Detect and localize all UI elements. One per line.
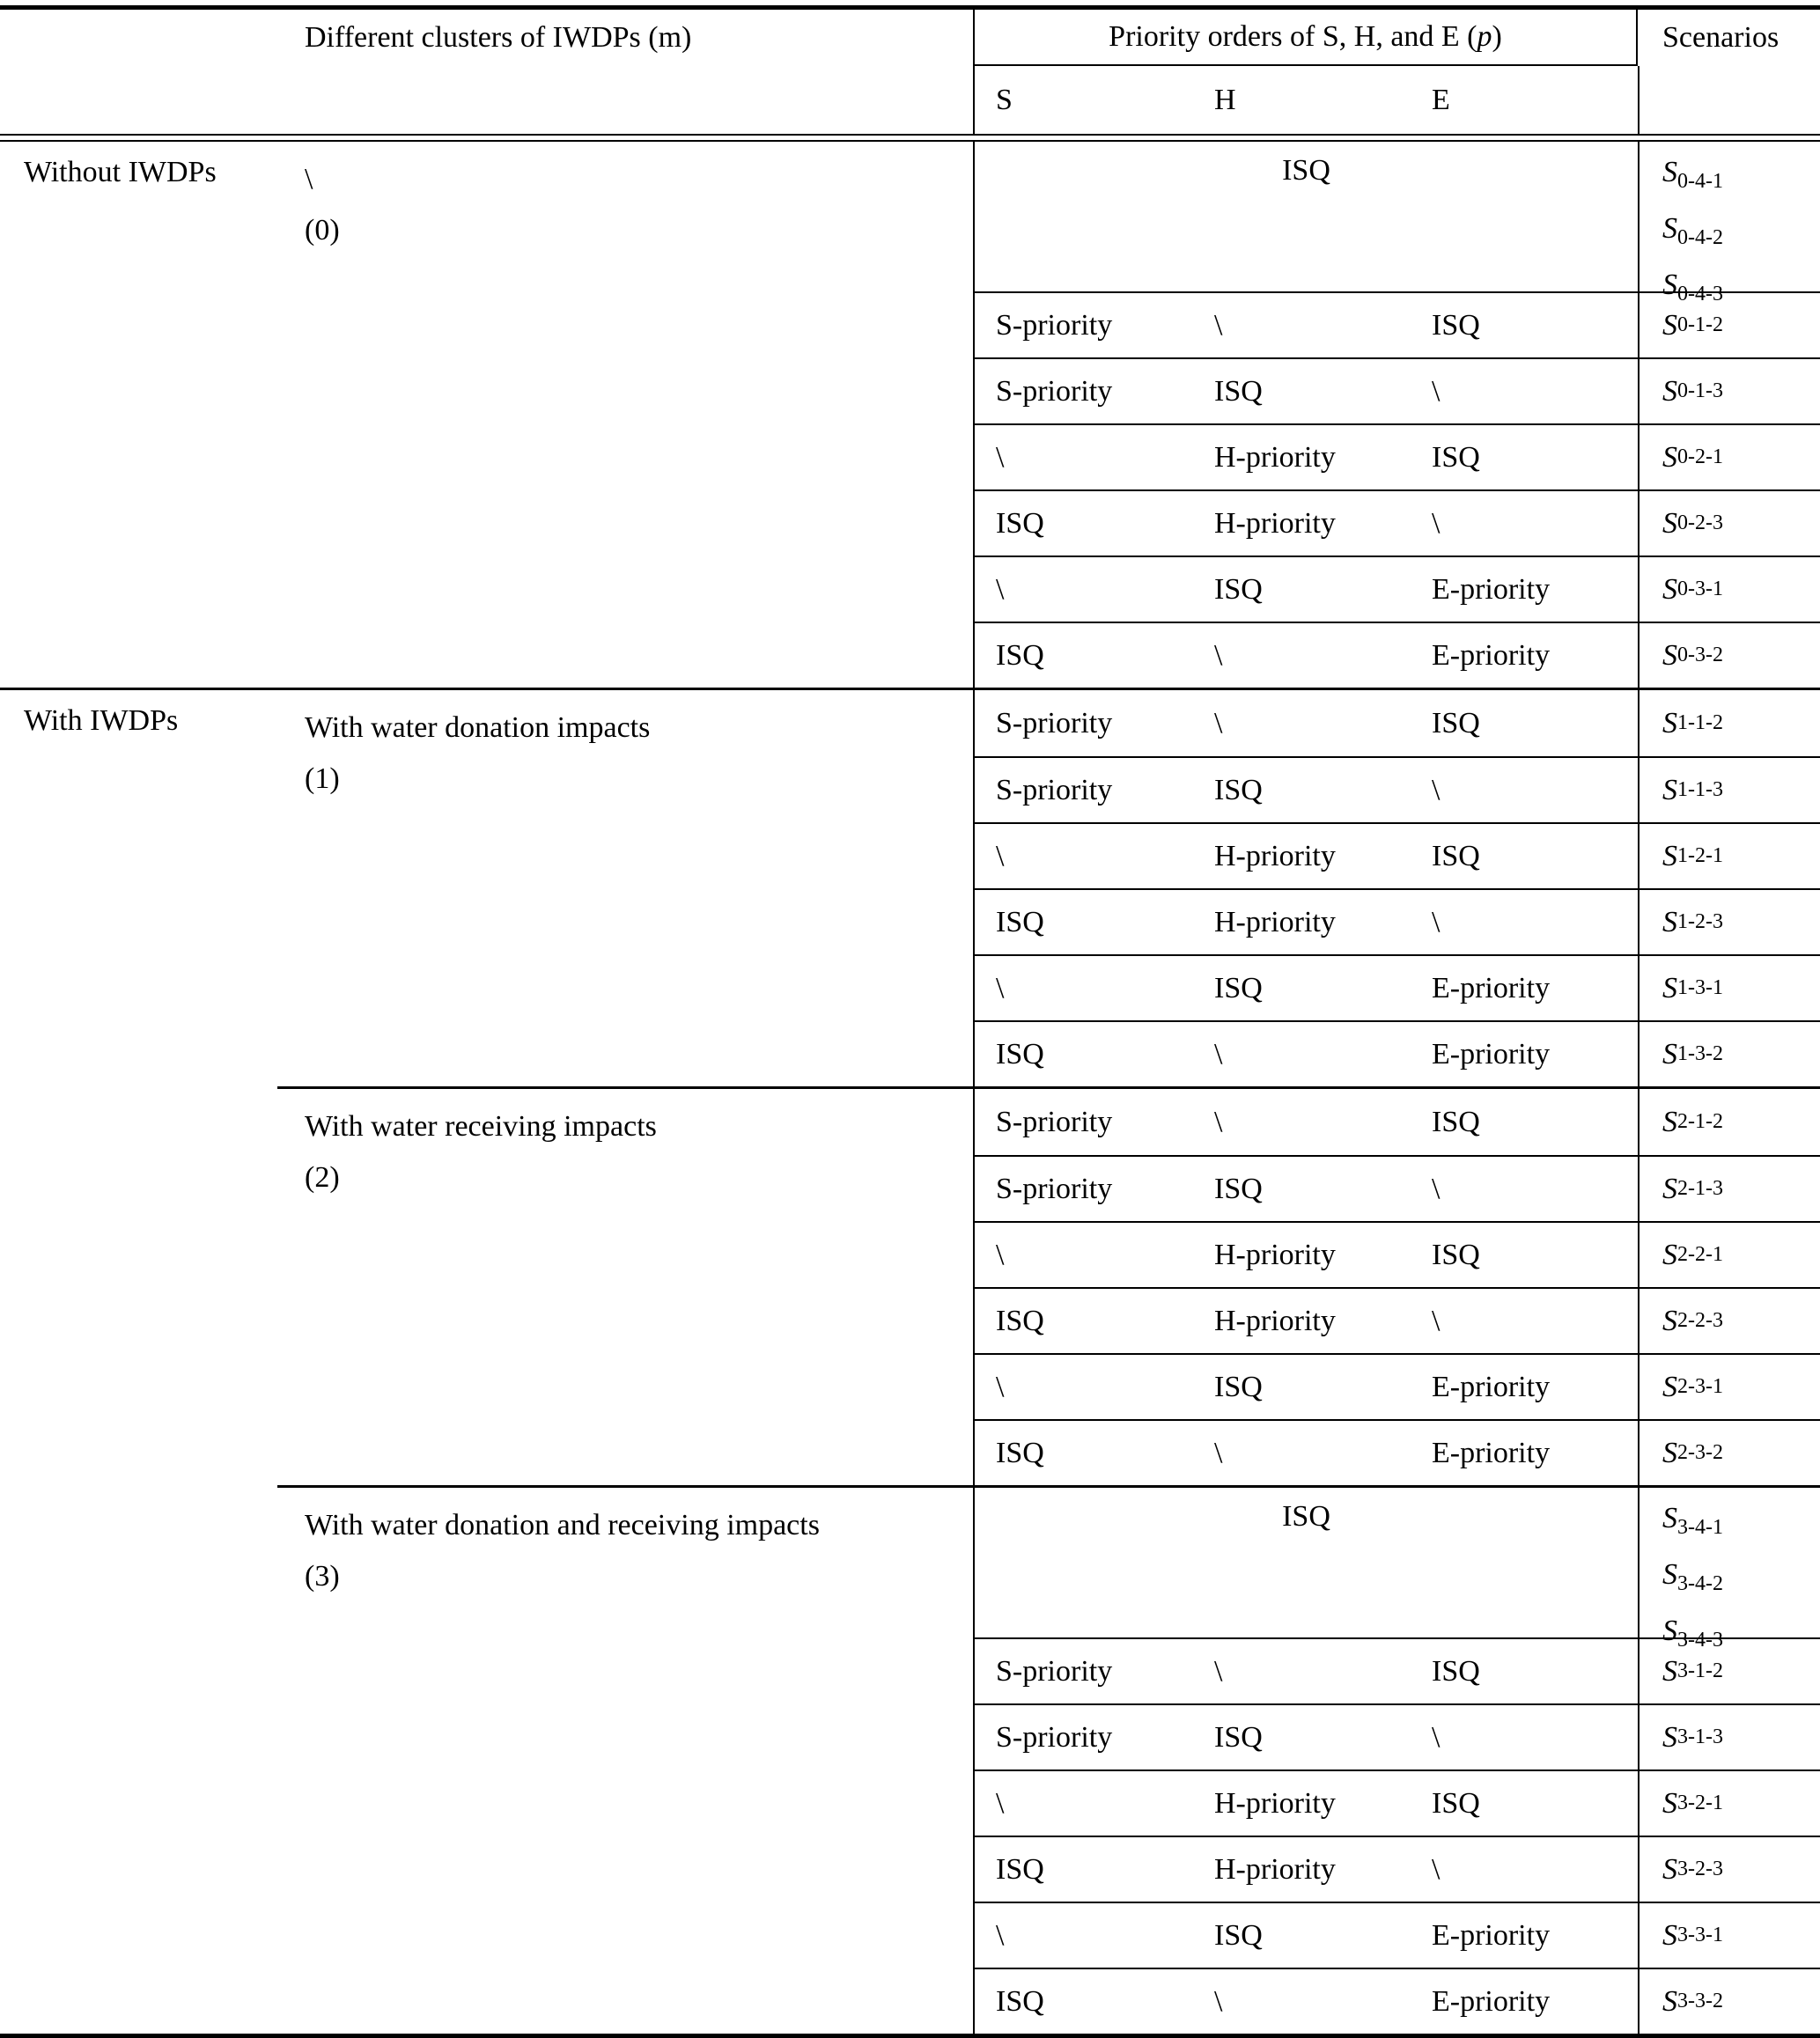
- cell-e: E-priority: [1432, 1984, 1551, 2018]
- priority-row: [973, 1836, 1820, 1902]
- cluster-block-1: [0, 690, 1820, 1086]
- cluster-block-3-rows: [973, 1488, 1820, 2034]
- cluster-number: (0): [305, 214, 340, 246]
- cell-s: S-priority: [996, 374, 1113, 408]
- header-scenarios-gap: [1638, 66, 1820, 134]
- cell-h: ISQ: [1214, 572, 1263, 606]
- scenario-label: S 1-1-2: [1638, 690, 1820, 756]
- cell-s: S-priority: [996, 1654, 1113, 1688]
- group-label: With IWDPs: [24, 704, 179, 737]
- scenario-label: $S_{0-4-2}$: [1662, 212, 1723, 249]
- cell-e: \: [1432, 1852, 1441, 1886]
- cell-s: \: [996, 440, 1005, 474]
- cell-s: S-priority: [996, 1105, 1113, 1138]
- cell-h: H-priority: [1214, 1852, 1336, 1886]
- cell-s: ISQ: [996, 1436, 1044, 1469]
- priority-row: [973, 1419, 1820, 1485]
- cell-e: ISQ: [1432, 1786, 1480, 1820]
- priority-row: [973, 291, 1820, 357]
- cell-s: ISQ: [996, 506, 1044, 540]
- header-row-groups: [0, 10, 1820, 66]
- priority-row: [973, 1637, 1820, 1703]
- scenario-label: S 3-3-1: [1638, 1903, 1820, 1968]
- cell-s: \: [996, 1370, 1005, 1403]
- header-bottom-rule: [0, 134, 1820, 142]
- priority-row: [973, 1287, 1820, 1353]
- cell-s: S-priority: [996, 773, 1113, 806]
- cell-s: ISQ: [996, 1304, 1044, 1337]
- cell-e: \: [1432, 1720, 1441, 1754]
- table-bottom-rule: [0, 2034, 1820, 2038]
- scenario-label: $S_{3-4-2}$: [1662, 1558, 1723, 1595]
- scenario-label: S 0-3-1: [1638, 557, 1820, 622]
- cell-h: H-priority: [1214, 1304, 1336, 1337]
- cell-s: S-priority: [996, 1720, 1113, 1754]
- priority-row: [973, 489, 1820, 555]
- cell-e: E-priority: [1432, 638, 1551, 672]
- cell-h: ISQ: [1214, 773, 1263, 806]
- cluster-block-2: [0, 1089, 1820, 1485]
- cell-h: H-priority: [1214, 440, 1336, 474]
- header-col-s: S: [973, 66, 1193, 134]
- scenario-label: S 3-1-3: [1638, 1705, 1820, 1769]
- cell-e: \: [1432, 1172, 1441, 1205]
- cluster-block-3: [0, 1488, 1820, 2034]
- cell-h: H-priority: [1214, 839, 1336, 872]
- cell-e: ISQ: [1432, 1105, 1480, 1138]
- header-col-e: E: [1432, 83, 1450, 116]
- isq-span-row: [973, 142, 1820, 305]
- scenario-label: S 1-2-1: [1638, 824, 1820, 888]
- cell-h: ISQ: [1214, 1370, 1263, 1403]
- cell-s: \: [996, 1918, 1005, 1952]
- scenario-label: S 0-3-2: [1638, 623, 1820, 688]
- scenario-label: S 1-1-3: [1638, 758, 1820, 822]
- cell-s: S-priority: [996, 308, 1113, 342]
- cell-h: ISQ: [1214, 971, 1263, 1004]
- priority-row: [973, 1353, 1820, 1419]
- scenario-label: S 0-1-2: [1638, 293, 1820, 357]
- scenario-label: S 0-2-1: [1638, 425, 1820, 489]
- cluster-number: (2): [305, 1161, 340, 1194]
- cluster-block-2-left: [0, 1089, 973, 1485]
- cell-h: \: [1214, 706, 1223, 739]
- cell-s: ISQ: [996, 1037, 1044, 1071]
- group-label: Without IWDPs: [24, 156, 217, 188]
- cell-s: \: [996, 1238, 1005, 1271]
- cell-s: ISQ: [996, 1852, 1044, 1886]
- cell-e: E-priority: [1432, 572, 1551, 606]
- cell-h: ISQ: [1214, 1720, 1263, 1754]
- priority-row: [973, 622, 1820, 688]
- header-row-she: [0, 66, 1820, 134]
- cluster-block-1-left: [0, 690, 973, 1086]
- cell-h: ISQ: [1214, 1918, 1263, 1952]
- cluster-block-3-left: [0, 1488, 973, 2034]
- scenario-label: $S_{3-4-1}$: [1662, 1502, 1723, 1539]
- header-priority-suffix: ): [1492, 20, 1502, 53]
- cell-h: \: [1214, 638, 1223, 672]
- cell-s: \: [996, 971, 1005, 1004]
- cell-e: ISQ: [1432, 308, 1480, 342]
- cell-e: \: [1432, 773, 1441, 806]
- cluster-block-0-left: [0, 142, 973, 688]
- header-scenarios: Scenarios: [1662, 21, 1779, 54]
- priority-row: [973, 1902, 1820, 1968]
- cell-s: S-priority: [996, 706, 1113, 739]
- cluster-label: [305, 154, 340, 256]
- cell-s: ISQ: [996, 1984, 1044, 2018]
- cell-e: ISQ: [1432, 440, 1480, 474]
- cell-h: ISQ: [1214, 1172, 1263, 1205]
- priority-row: [973, 1089, 1820, 1155]
- cluster-name: With water receiving impacts: [305, 1110, 657, 1143]
- cell-s: ISQ: [996, 638, 1044, 672]
- priority-row: [973, 1703, 1820, 1769]
- cell-s: ISQ: [996, 905, 1044, 938]
- cell-priority-span: ISQ: [1282, 154, 1330, 187]
- header-priority-orders: [973, 10, 1638, 66]
- cell-e: \: [1432, 1304, 1441, 1337]
- cell-h: \: [1214, 308, 1223, 342]
- priority-row: [973, 357, 1820, 423]
- cell-h: \: [1214, 1984, 1223, 2018]
- cell-s: \: [996, 572, 1005, 606]
- cluster-label: [305, 1500, 820, 1602]
- cell-h: ISQ: [1214, 374, 1263, 408]
- cell-e: E-priority: [1432, 1370, 1551, 1403]
- cell-e: E-priority: [1432, 1037, 1551, 1071]
- scenario-label: S 2-3-2: [1638, 1421, 1820, 1485]
- scenario-label: S 1-3-2: [1638, 1022, 1820, 1086]
- cluster-block-0: [0, 142, 1820, 688]
- cell-h: H-priority: [1214, 905, 1336, 938]
- scenario-label: S 3-3-2: [1638, 1969, 1820, 2034]
- priority-row: [973, 690, 1820, 756]
- cluster-number: (3): [305, 1560, 340, 1593]
- priority-row: [973, 888, 1820, 954]
- isq-span-row: [973, 1488, 1820, 1652]
- cell-h: \: [1214, 1105, 1223, 1138]
- scenario-label: S 2-3-1: [1638, 1355, 1820, 1419]
- priority-row: [973, 1968, 1820, 2034]
- scenario-label: S 2-1-2: [1638, 1089, 1820, 1155]
- header-col-h: H: [1214, 83, 1236, 116]
- header-priority-var: p: [1477, 20, 1492, 53]
- cell-e: E-priority: [1432, 1436, 1551, 1469]
- scenario-label: S 1-3-1: [1638, 956, 1820, 1020]
- priority-row: [973, 1769, 1820, 1836]
- priority-row: [973, 423, 1820, 489]
- scenario-label: S 2-2-3: [1638, 1289, 1820, 1353]
- header-priority-text: Priority orders of S, H, and E (: [1109, 20, 1477, 53]
- cluster-number: (1): [305, 762, 340, 795]
- cell-s: \: [996, 1786, 1005, 1820]
- priority-row: [973, 1221, 1820, 1287]
- scenario-label: S 3-1-2: [1638, 1639, 1820, 1703]
- cell-h: \: [1214, 1037, 1223, 1071]
- cell-h: H-priority: [1214, 506, 1336, 540]
- scenario-label: $S_{3-4-3}$: [1662, 1615, 1723, 1652]
- scenario-label: $S_{0-4-1}$: [1662, 156, 1723, 193]
- priority-row: [973, 1020, 1820, 1086]
- scenario-label: $S_{0-4-3}$: [1662, 269, 1723, 305]
- scenario-label: S 3-2-1: [1638, 1771, 1820, 1836]
- cell-e: \: [1432, 506, 1441, 540]
- cell-e: ISQ: [1432, 1238, 1480, 1271]
- priority-row: [973, 822, 1820, 888]
- priority-row: [973, 954, 1820, 1020]
- scenario-label: S 0-2-3: [1638, 491, 1820, 555]
- cell-h: H-priority: [1214, 1786, 1336, 1820]
- cell-e: E-priority: [1432, 1918, 1551, 1952]
- cell-e: ISQ: [1432, 839, 1480, 872]
- cluster-name: With water donation and receiving impacts: [305, 1509, 820, 1541]
- scenario-label: S 2-1-3: [1638, 1157, 1820, 1221]
- cluster-label: [305, 703, 650, 805]
- cluster-block-0-rows: [973, 142, 1820, 688]
- cell-e: ISQ: [1432, 1654, 1480, 1688]
- cell-e: \: [1432, 905, 1441, 938]
- cell-e: ISQ: [1432, 706, 1480, 739]
- cell-e: \: [1432, 374, 1441, 408]
- cell-e: E-priority: [1432, 971, 1551, 1004]
- cluster-label: [305, 1101, 657, 1203]
- cluster-block-1-rows: [973, 690, 1820, 1086]
- cell-h: \: [1214, 1654, 1223, 1688]
- scenario-label: S 0-1-3: [1638, 359, 1820, 423]
- cell-s: \: [996, 839, 1005, 872]
- cell-priority-span: ISQ: [1282, 1500, 1330, 1533]
- scenario-label: S 1-2-3: [1638, 890, 1820, 954]
- cluster-block-2-rows: [973, 1089, 1820, 1485]
- cell-s: S-priority: [996, 1172, 1113, 1205]
- cluster-name: With water donation impacts: [305, 711, 651, 744]
- cluster-name: \: [305, 163, 313, 195]
- priority-row: [973, 555, 1820, 622]
- header-clusters: Different clusters of IWDPs (m): [305, 21, 692, 54]
- scenario-label: S 3-2-3: [1638, 1837, 1820, 1902]
- cell-h: \: [1214, 1436, 1223, 1469]
- priority-row: [973, 1155, 1820, 1221]
- cell-h: H-priority: [1214, 1238, 1336, 1271]
- priority-row: [973, 756, 1820, 822]
- scenario-label: S 2-2-1: [1638, 1223, 1820, 1287]
